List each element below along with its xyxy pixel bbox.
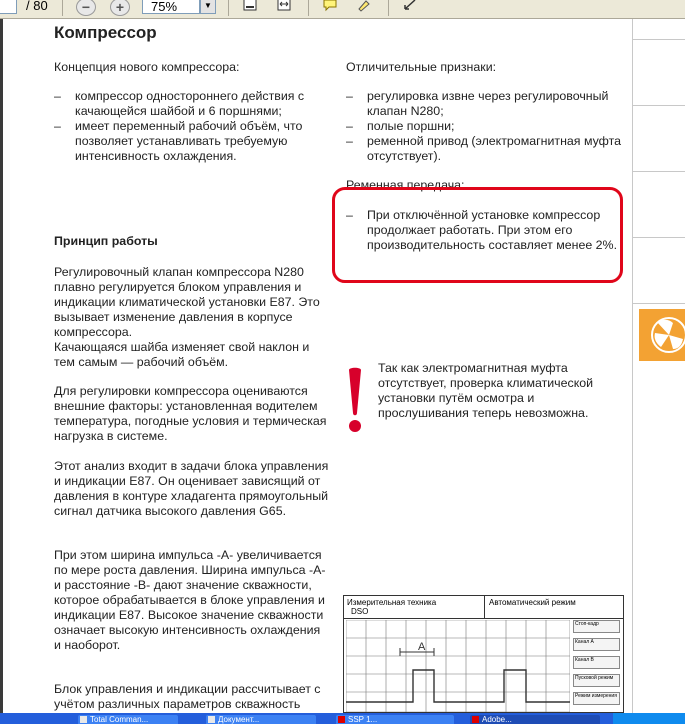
paragraph: Для регулировки компрессора оцениваются внешние факторы: установленная водителем температура, погодные условия и термическая нагрузка в системе. bbox=[54, 384, 327, 443]
pdf-page bbox=[4, 19, 632, 713]
paragraph: Блок управления и индикации рассчитывает с учётом различных параметров скважность bbox=[54, 682, 321, 711]
page-total: / 80 bbox=[26, 0, 48, 13]
concept-list bbox=[54, 89, 316, 164]
freeze-frame-button[interactable]: Стоп-кадр bbox=[573, 620, 620, 633]
list-item: – При отключённой установке компрессор продолжает работать. При этом его производительность составляет менее 2%. bbox=[346, 208, 618, 252]
page-right-margin bbox=[632, 19, 685, 713]
taskbar-item[interactable]: SSP 1... bbox=[336, 715, 454, 724]
fan-icon bbox=[639, 309, 685, 361]
pulse-label: A bbox=[418, 641, 426, 653]
channel-b-button[interactable]: Канал B bbox=[573, 656, 620, 669]
highlight-icon[interactable] bbox=[354, 0, 374, 14]
principle-heading: Принцип работы bbox=[54, 234, 158, 248]
measuring-tool-title: Измерительная техника bbox=[347, 598, 437, 607]
system-tray bbox=[613, 713, 685, 724]
taskbar-item-active[interactable]: Adobe... bbox=[470, 715, 600, 724]
features-list bbox=[346, 89, 626, 164]
app-icon bbox=[338, 716, 345, 723]
warning-icon bbox=[346, 366, 364, 436]
warning-note: Так как электромагнитная муфта отсутствует, проверка климатической установки путём осмотра и прослушивания теперь невозможна. bbox=[378, 361, 594, 420]
expand-icon[interactable] bbox=[400, 0, 420, 14]
trigger-mode-button[interactable]: Пусковой режим bbox=[573, 674, 620, 687]
pdf-toolbar bbox=[0, 0, 685, 19]
comment-icon[interactable] bbox=[320, 0, 340, 14]
oscilloscope-header bbox=[344, 596, 623, 619]
list-item: – полые поршни; bbox=[346, 119, 455, 133]
list-item: – имеет переменный рабочий объём, что позволяет устанавливать требуемую интенсивность охлаждения. bbox=[54, 119, 303, 163]
zoom-out-button[interactable]: − bbox=[76, 0, 96, 16]
toolbar-separator bbox=[228, 0, 229, 16]
channel-a-button[interactable]: Канал A bbox=[573, 638, 620, 651]
page-title: Компрессор bbox=[54, 23, 157, 42]
highlight-frame bbox=[332, 187, 623, 283]
paragraph: Этот анализ входит в задачи блока управления и индикации E87. Он оценивает зависящий от давления в контуре хладагента прямоугольный сигнал датчика высокого давления G65. bbox=[54, 459, 329, 518]
measuring-tool-sub: DSO bbox=[351, 607, 369, 616]
auto-mode-title: Автоматический режим bbox=[489, 598, 576, 607]
zoom-dropdown-icon[interactable]: ▼ bbox=[200, 0, 216, 14]
page-navigator[interactable] bbox=[0, 0, 58, 16]
toolbar-separator bbox=[308, 0, 309, 16]
taskbar-item[interactable]: Документ... bbox=[206, 715, 316, 724]
list-item: – компрессор одностороннего действия с качающейся шайбой и 6 поршнями; bbox=[54, 89, 305, 118]
paragraph: Качающаяся шайба изменяет свой наклон и тем самым — рабочий объём. bbox=[54, 340, 310, 369]
zoom-in-button[interactable]: + bbox=[110, 0, 130, 16]
oscilloscope-grid bbox=[346, 620, 570, 712]
taskbar-item[interactable]: Total Comman... bbox=[78, 715, 178, 724]
list-item: – регулировка извне через регулировочный клапан N280; bbox=[346, 89, 609, 118]
app-icon bbox=[80, 716, 87, 723]
paragraph: Регулировочный клапан компрессора N280 плавно регулируется блоком управления и индикации климатической установки E87. Это вызывает изменение давления в корпусе компрессора. bbox=[54, 265, 320, 339]
zoom-input[interactable]: 75% bbox=[142, 0, 200, 14]
app-icon bbox=[208, 716, 215, 723]
measure-mode-button[interactable]: Режим измерения bbox=[573, 692, 620, 705]
taskbar bbox=[0, 713, 685, 724]
list-item: – ременной привод (электромагнитная муфта отсутствует). bbox=[346, 134, 622, 163]
paragraph: При этом ширина импульса -A- увеличивается по мере роста давления. Ширина импульса -A- и расстояние -B- дают значение скважности, которое обрабатывается в блоке управления и индикации E87. Высокое значение скважности означает высокую интенсивность охлаждения и наоборот. bbox=[54, 548, 326, 652]
fit-page-icon[interactable] bbox=[240, 0, 260, 14]
oscilloscope-figure bbox=[343, 595, 624, 713]
belt-heading: Ременная передача: bbox=[346, 178, 465, 192]
app-icon bbox=[472, 716, 479, 723]
toolbar-separator bbox=[388, 0, 389, 16]
features-heading: Отличительные признаки: bbox=[346, 60, 497, 74]
toolbar-separator bbox=[62, 0, 63, 16]
fit-width-icon[interactable] bbox=[274, 0, 294, 14]
concept-heading: Концепция нового компрессора: bbox=[54, 60, 240, 74]
page-number-input[interactable] bbox=[0, 0, 17, 14]
